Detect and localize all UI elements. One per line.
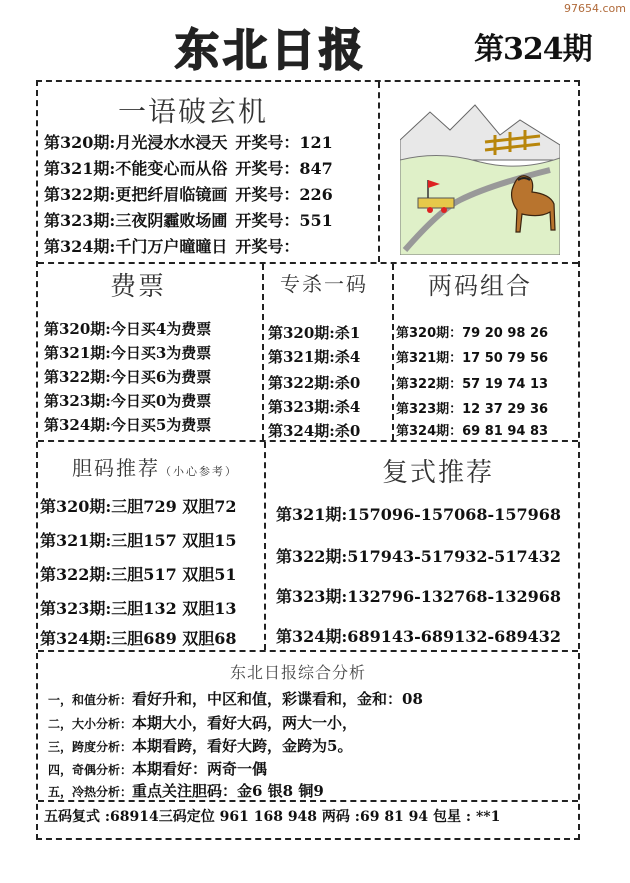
divider xyxy=(392,264,394,440)
riddle-row: 第321期:不能变心而从俗 开奖号：847 xyxy=(44,159,333,178)
divider xyxy=(264,442,266,650)
horse-landscape-illustration xyxy=(400,100,560,255)
pair-row: 第321期：17 50 79 56 xyxy=(396,351,549,366)
fee-row: 第323期:今日买0为费票 xyxy=(44,392,212,410)
kill-row: 第324期:杀0 xyxy=(268,422,361,440)
watermark: 97654.com xyxy=(564,2,626,15)
divider xyxy=(38,262,578,264)
pair-row: 第323期：12 37 29 36 xyxy=(396,402,549,417)
analysis-row: 三，跨度分析：本期看跨，看好大跨，金跨为5。 xyxy=(48,737,353,755)
dan-row: 第320期:三胆729 双胆72 xyxy=(40,497,237,516)
kill-row: 第323期:杀4 xyxy=(268,398,361,416)
pair-row: 第322期：57 19 74 13 xyxy=(396,377,549,392)
divider xyxy=(38,650,578,652)
riddle-row: 第324期:千门万户曈曈日 开奖号： xyxy=(44,237,300,256)
kill-row: 第320期:杀1 xyxy=(268,324,361,342)
combo-title: 复式推荐 xyxy=(382,458,495,488)
riddle-row: 第322期:更把纤眉临镜画 开奖号：226 xyxy=(44,185,333,204)
combo-row: 第324期:689143-689132-689432 xyxy=(276,627,561,646)
dan-note: （小心参考） xyxy=(160,465,238,478)
divider xyxy=(378,82,380,262)
analysis-row: 二，大小分析：本期大小，看好大码，两大一小， xyxy=(48,714,358,732)
dan-row: 第321期:三胆157 双胆15 xyxy=(40,531,237,550)
analysis-row: 五，冷热分析：重点关注胆码：金6 银8 铜9 xyxy=(48,782,324,800)
analysis-footer: 五码复式 :68914三码定位 961 168 948 两码 :69 81 94 包星 : **1 xyxy=(44,809,501,825)
riddle-row: 第323期:三夜阴霾败场圃 开奖号：551 xyxy=(44,211,333,230)
combo-row: 第323期:132796-132768-132968 xyxy=(276,587,561,606)
masthead-title: 东北日报 xyxy=(175,25,367,76)
issue-number: 第324期 xyxy=(474,32,592,67)
kill-title: 专杀一码 xyxy=(280,272,368,296)
divider xyxy=(262,264,264,440)
fee-row: 第320期:今日买4为费票 xyxy=(44,320,212,338)
fee-row: 第322期:今日买6为费票 xyxy=(44,368,212,386)
pair-title: 两码组合 xyxy=(428,272,532,300)
combo-row: 第321期:157096-157068-157968 xyxy=(276,505,561,524)
fee-row: 第321期:今日买3为费票 xyxy=(44,344,212,362)
combo-row: 第322期:517943-517932-517432 xyxy=(276,547,561,566)
fee-title: 费票 xyxy=(110,272,167,302)
dan-row: 第323期:三胆132 双胆13 xyxy=(40,599,237,618)
fee-row: 第324期:今日买5为费票 xyxy=(44,416,212,434)
analysis-row: 一，和值分析：看好升和，中区和值，彩谍看和，金和：08 xyxy=(48,690,423,708)
analysis-row: 四，奇偶分析：本期看好：两奇一偶 xyxy=(48,760,268,778)
dan-row: 第324期:三胆689 双胆68 xyxy=(40,629,237,648)
dan-row: 第322期:三胆517 双胆51 xyxy=(40,565,237,584)
riddle-row: 第320期:月光浸水水浸天 开奖号：121 xyxy=(44,133,333,152)
pair-row: 第320期：79 20 98 26 xyxy=(396,326,549,341)
dan-title: 胆码推荐（小心参考） xyxy=(72,456,238,480)
pair-row: 第324期：69 81 94 83 xyxy=(396,424,549,439)
kill-row: 第322期:杀0 xyxy=(268,374,361,392)
analysis-title: 东北日报综合分析 xyxy=(230,663,367,682)
kill-row: 第321期:杀4 xyxy=(268,348,361,366)
riddle-title: 一语破玄机 xyxy=(118,95,269,128)
